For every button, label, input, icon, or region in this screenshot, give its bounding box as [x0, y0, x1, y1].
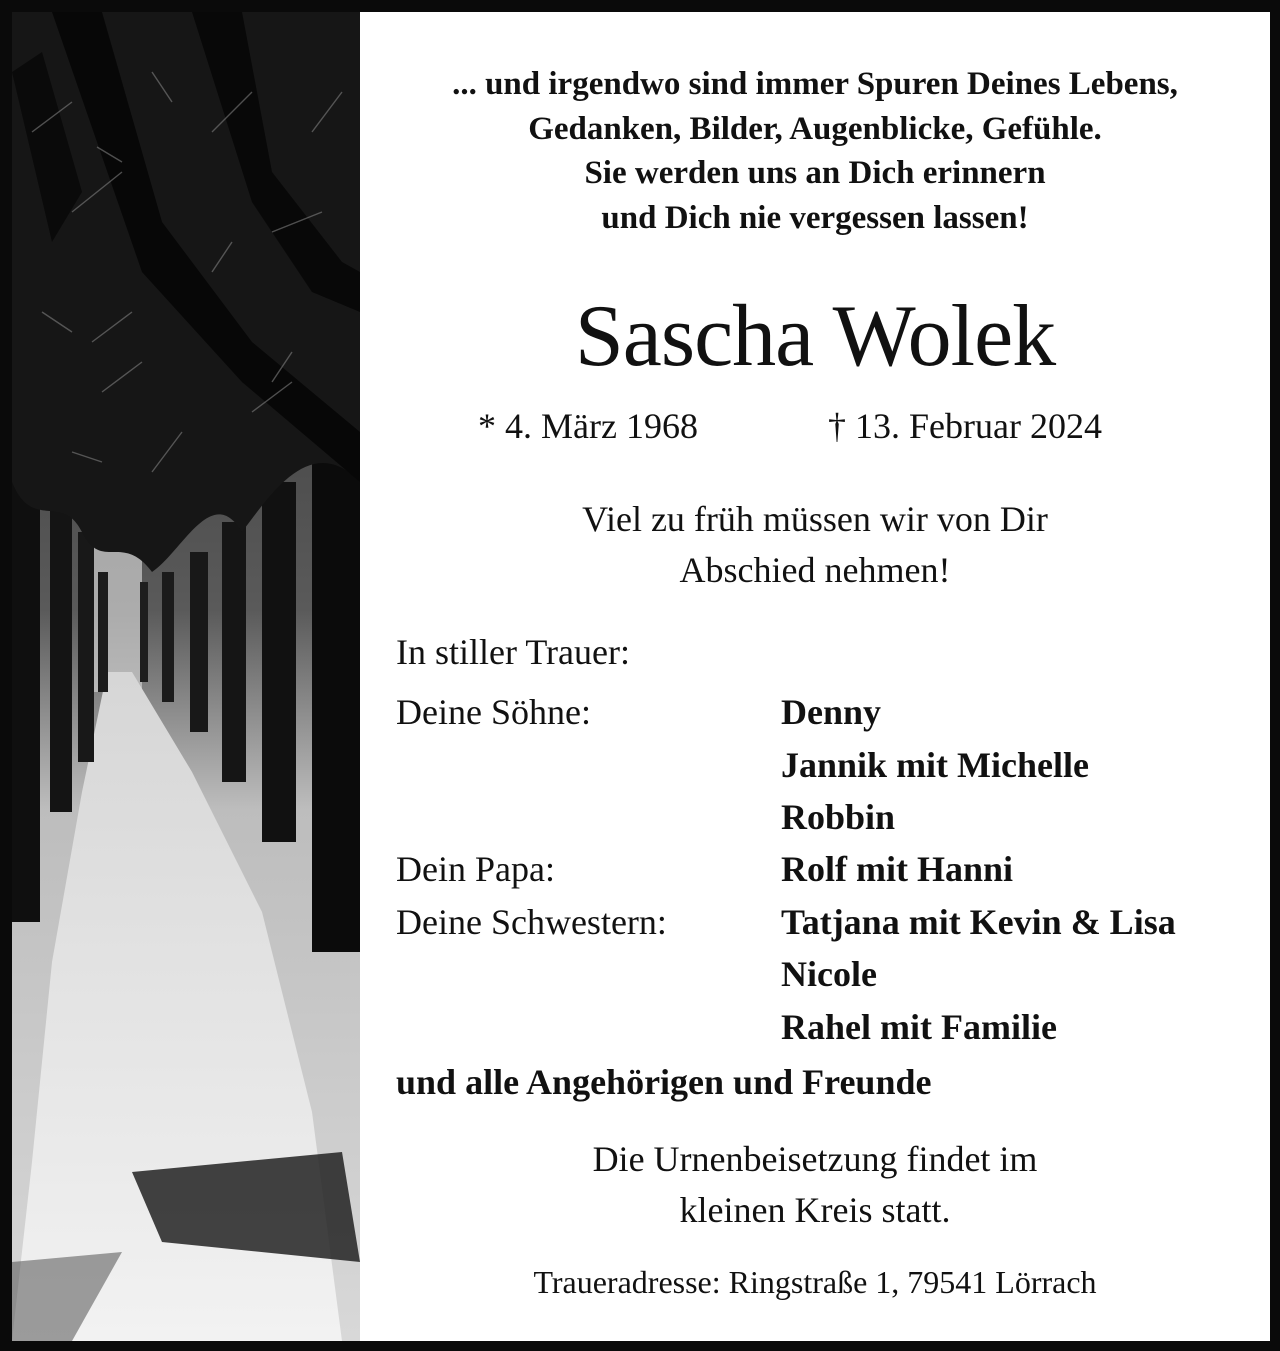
- urn-notice-line: kleinen Kreis statt.: [679, 1190, 951, 1230]
- relative-label-sons: Deine Söhne:: [396, 692, 591, 732]
- relative-label-father: Dein Papa:: [396, 849, 555, 889]
- death-date: † 13. Februar 2024: [828, 406, 1102, 446]
- relative-name: Jannik mit Michelle: [781, 745, 1089, 785]
- tree-lined-path-photo: [12, 12, 360, 1341]
- relative-name: Tatjana mit Kevin & Lisa: [781, 902, 1176, 942]
- verse-line: und Dich nie vergessen lassen!: [601, 199, 1029, 236]
- closing-line: und alle Angehörigen und Freunde: [396, 1062, 932, 1102]
- urn-notice: [360, 1134, 1270, 1236]
- farewell-text: [360, 494, 1270, 596]
- relative-label-sisters: Deine Schwestern:: [396, 902, 667, 942]
- obituary-content: [360, 12, 1270, 1341]
- verse-line: ... und irgendwo sind immer Spuren Deines Lebens,: [452, 66, 1178, 102]
- tree-lined-path-icon: [12, 12, 360, 1341]
- farewell-line: Abschied nehmen!: [679, 550, 951, 590]
- relative-name: Nicole: [781, 954, 877, 994]
- birth-date: * 4. März 1968: [478, 406, 698, 446]
- urn-notice-line: Die Urnenbeisetzung findet im: [592, 1139, 1038, 1179]
- mourning-address: Traueradresse: Ringstraße 1, 79541 Lörrach: [533, 1264, 1097, 1300]
- verse-line: Sie werden uns an Dich erinnern: [584, 155, 1046, 191]
- relative-name: Rolf mit Hanni: [781, 849, 1014, 889]
- relative-name: Denny: [781, 692, 882, 732]
- deceased-name: Sascha Wolek: [574, 288, 1056, 385]
- farewell-line: Viel zu früh müssen wir von Dir: [582, 499, 1048, 539]
- memorial-verse: [360, 62, 1270, 240]
- relative-name: Rahel mit Familie: [781, 1007, 1057, 1047]
- verse-line: Gedanken, Bilder, Augenblicke, Gefühle.: [528, 110, 1102, 147]
- mourning-intro: In stiller Trauer:: [396, 632, 630, 672]
- relative-name: Robbin: [781, 797, 896, 837]
